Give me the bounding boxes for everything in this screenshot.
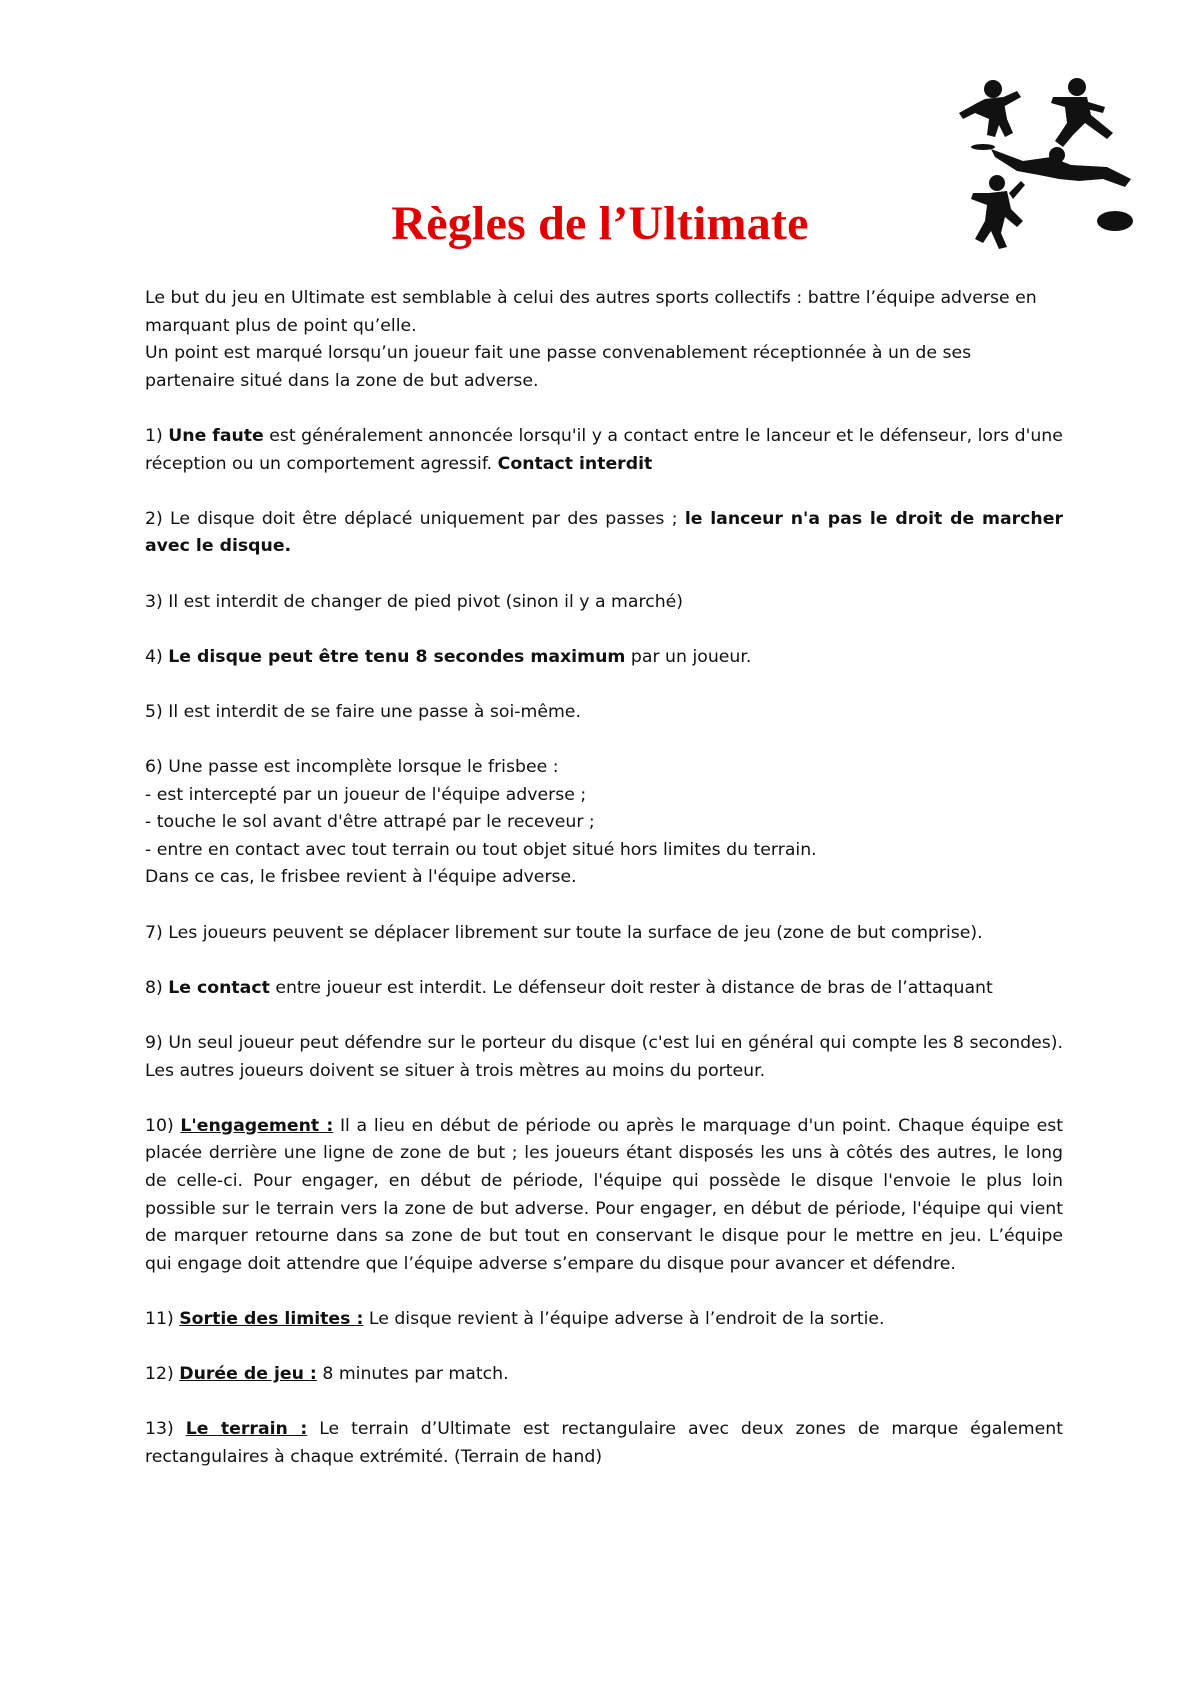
rule-number: 12) — [145, 1364, 180, 1385]
rule-bold: Le contact — [168, 977, 270, 998]
rule-bold: le lanceur n'a pas le droit de marcher avec le disque. — [145, 508, 1063, 557]
rule-4 — [145, 644, 1063, 672]
rule-bold-2: Contact interdit — [497, 453, 653, 474]
rule-number: 8) — [145, 977, 169, 998]
rule-text: est généralement annoncée lorsqu'il y a contact entre le lanceur et le défenseur, lors d'une réception ou un comportement agressif. — [145, 425, 1063, 474]
rule-number: 4) — [145, 646, 169, 667]
rule-text: Il est interdit de se faire une passe à soi-même. — [162, 701, 581, 722]
rule-6 — [145, 754, 1063, 782]
rule-text: Le disque doit être déplacé uniquement par des passes ; — [162, 508, 685, 529]
rule-1 — [145, 423, 1063, 478]
rule-6-item: - touche le sol avant d'être attrapé par le receveur ; — [145, 812, 595, 833]
rule-number: 11) — [145, 1308, 180, 1329]
rule-label: Durée de jeu : — [179, 1364, 317, 1385]
rule-2 — [145, 506, 1063, 561]
rule-11 — [145, 1306, 1063, 1334]
document-body — [145, 285, 1063, 1499]
intro-paragraph-1: Le but du jeu en Ultimate est semblable à celui des autres sports collectifs : battre l’équipe adverse en marquant plus de point qu’elle. — [145, 288, 1037, 336]
rule-3 — [145, 589, 1063, 617]
rule-text: par un joueur. — [625, 646, 752, 667]
rule-text: Une passe est incomplète lorsque le frisbee : — [162, 757, 559, 778]
rule-8 — [145, 975, 1063, 1003]
rule-label: Sortie des limites : — [179, 1308, 364, 1329]
rule-label: Le terrain : — [185, 1419, 308, 1440]
rule-bold: Le disque peut être tenu 8 secondes maximum — [168, 646, 626, 667]
rule-12 — [145, 1361, 1063, 1389]
rule-text: Le disque revient à l’équipe adverse à l’endroit de la sortie. — [363, 1308, 885, 1329]
rule-number: 9) — [145, 1033, 163, 1054]
rule-7 — [145, 920, 1063, 948]
rule-6-item: - est intercepté par un joueur de l'équipe adverse ; — [145, 784, 587, 805]
rule-text: Le terrain d’Ultimate est rectangulaire avec deux zones de marque également rectangulaires à chaque extrémité. (Terrain de hand) — [145, 1419, 1063, 1467]
rule-text: Il a lieu en début de période ou après le marquage d'un point. Chaque équipe est placée derrière une ligne de zone de but ; les joueurs étant disposés les uns à côtés des autres, le long de celle-ci. Pour engager, en début de période, l'équipe qui possède le disque l'envoie le plus loin possible sur le terrain vers la zone de but adverse. Pour engager, en début de période, l'équipe qui vient de marquer retourne dans sa zone de but tout en conservant le disque pour le mettre en jeu. L’équipe qui engage doit attendre que l’équipe adverse s’empare du disque pour avancer et défendre. — [145, 1115, 1063, 1274]
rule-number: 13) — [145, 1419, 186, 1440]
rule-text: Il est interdit de changer de pied pivot (sinon il y a marché) — [162, 591, 684, 612]
rule-text: 8 minutes par match. — [316, 1364, 509, 1385]
rule-6-conclusion: Dans ce cas, le frisbee revient à l'équipe adverse. — [145, 867, 577, 888]
page-title: Règles de l’Ultimate — [391, 197, 809, 250]
rule-number: 2) — [145, 508, 163, 529]
rule-text: Un seul joueur peut défendre sur le porteur du disque (c'est lui en général qui compte les 8 secondes). Les autres joueurs doivent se situer à trois mètres au moins du porteur. — [145, 1033, 1063, 1081]
rule-13 — [145, 1416, 1063, 1471]
rule-label: L'engagement : — [180, 1115, 334, 1136]
rule-10 — [145, 1113, 1063, 1279]
rule-6-item: - entre en contact avec tout terrain ou tout objet situé hors limites du terrain. — [145, 839, 817, 860]
rule-text: entre joueur est interdit. Le défenseur doit rester à distance de bras de l’attaquant — [269, 977, 993, 998]
rule-9 — [145, 1030, 1063, 1085]
rule-number: 1) — [145, 425, 169, 446]
intro-paragraph-2: Un point est marqué lorsqu’un joueur fait une passe convenablement réceptionnée à un de ses partenaire situé dans la zone de but adverse. — [145, 343, 972, 391]
rule-number: 6) — [145, 757, 163, 778]
rule-number: 7) — [145, 922, 163, 943]
rule-number: 3) — [145, 591, 163, 612]
rule-number: 5) — [145, 701, 163, 722]
rule-number: 10) — [145, 1115, 181, 1136]
rule-bold: Une faute — [168, 425, 264, 446]
rule-5 — [145, 699, 1063, 727]
rule-text: Les joueurs peuvent se déplacer librement sur toute la surface de jeu (zone de but comprise). — [162, 922, 983, 943]
